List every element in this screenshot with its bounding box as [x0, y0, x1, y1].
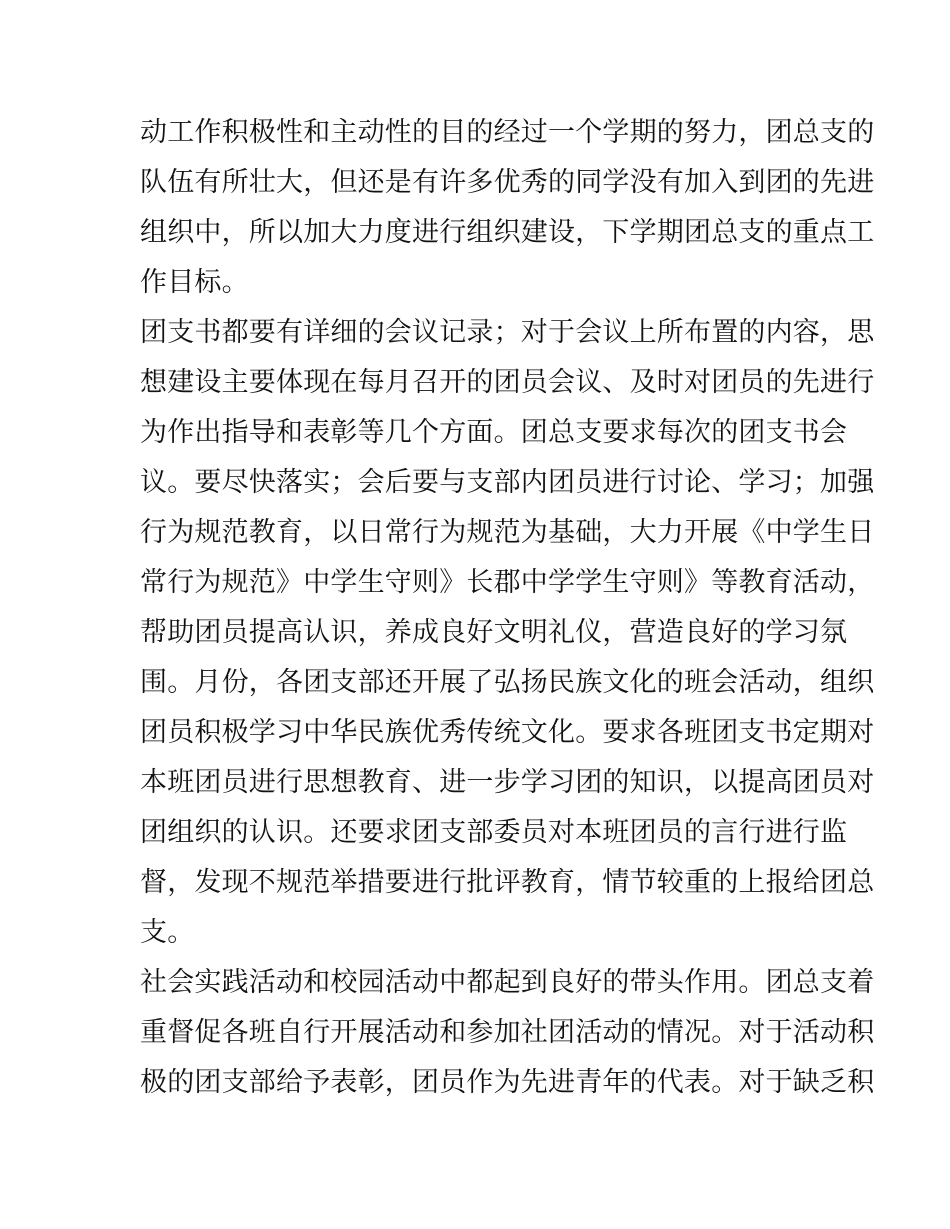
text-line: 常行为规范》中学生守则》长郡中学学生守则》等教育活动， [140, 567, 875, 598]
text-line: 动工作积极性和主动性的目的经过一个学期的努力，团总支的 [140, 117, 875, 148]
text-line: 围。月份，各团支部还开展了弘扬民族文化的班会活动，组织 [140, 667, 875, 698]
text-line: 组织中，所以加大力度进行组织建设，下学期团总支的重点工 [140, 217, 875, 248]
text-line: 极的团支部给予表彰，团员作为先进青年的代表。对于缺乏积 [140, 1067, 875, 1098]
text-line: 团员积极学习中华民族优秀传统文化。要求各班团支书定期对 [140, 717, 875, 748]
paragraph-3 [140, 958, 875, 1108]
text-line: 队伍有所壮大，但还是有许多优秀的同学没有加入到团的先进 [140, 167, 875, 198]
text-line: 团支书都要有详细的会议记录；对于会议上所布置的内容，思 [140, 317, 875, 348]
text-line: 社会实践活动和校园活动中都起到良好的带头作用。团总支着 [140, 967, 875, 998]
text-line: 支。 [140, 917, 195, 948]
text-line: 为作出指导和表彰等几个方面。团总支要求每次的团支书会 [140, 417, 848, 448]
text-line: 重督促各班自行开展活动和参加社团活动的情况。对于活动积 [140, 1017, 875, 1048]
text-line: 团组织的认识。还要求团支部委员对本班团员的言行进行监 [140, 817, 848, 848]
paragraph-1 [140, 108, 875, 308]
text-line: 督，发现不规范举措要进行批评教育，情节较重的上报给团总 [140, 867, 875, 898]
document-body [140, 108, 875, 1108]
text-line: 议。要尽快落实；会后要与支部内团员进行讨论、学习；加强 [140, 467, 875, 498]
text-line: 作目标。 [140, 267, 249, 298]
text-line: 帮助团员提高认识，养成良好文明礼仪，营造良好的学习氛 [140, 617, 848, 648]
text-line: 本班团员进行思想教育、进一步学习团的知识，以提高团员对 [140, 767, 875, 798]
text-line: 想建设主要体现在每月召开的团员会议、及时对团员的先进行 [140, 367, 875, 398]
text-line: 行为规范教育，以日常行为规范为基础，大力开展《中学生日 [140, 517, 875, 548]
paragraph-2 [140, 308, 875, 958]
